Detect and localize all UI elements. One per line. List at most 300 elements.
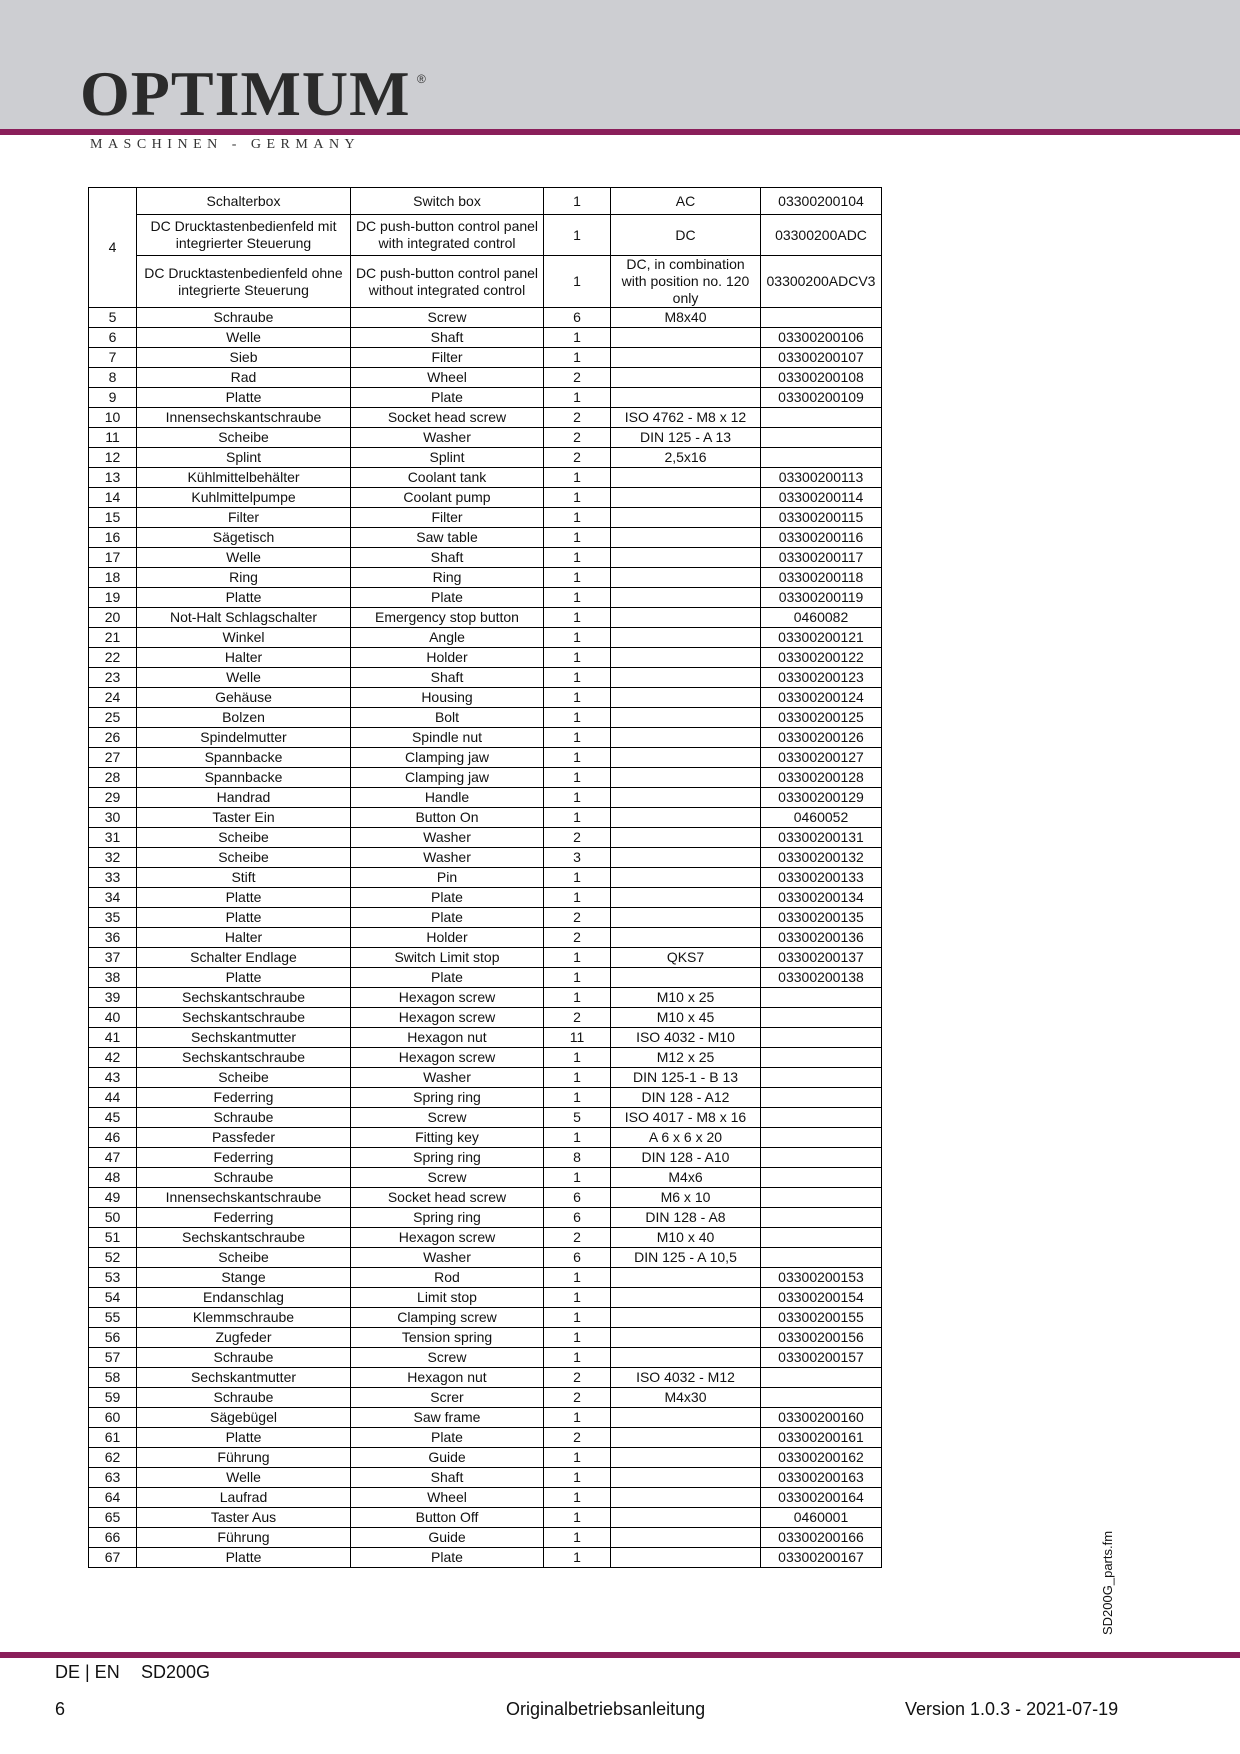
cell-name-en: Clamping screw	[351, 1308, 544, 1328]
cell-name-en: Plate	[351, 888, 544, 908]
table-row	[89, 468, 882, 488]
cell-size	[611, 848, 761, 868]
cell-name-de: Schalterbox	[137, 188, 351, 215]
cell-position: 29	[89, 788, 137, 808]
cell-item-no: 03300200109	[761, 388, 882, 408]
cell-quantity: 1	[544, 1308, 611, 1328]
cell-name-en: Saw frame	[351, 1408, 544, 1428]
cell-quantity: 1	[544, 748, 611, 768]
cell-item-no: 03300200118	[761, 568, 882, 588]
cell-size	[611, 668, 761, 688]
cell-name-de: Klemmschraube	[137, 1308, 351, 1328]
cell-name-de: Sechskantmutter	[137, 1368, 351, 1388]
cell-name-en: Filter	[351, 508, 544, 528]
cell-item-no	[761, 1028, 882, 1048]
cell-size	[611, 1508, 761, 1528]
cell-quantity: 2	[544, 428, 611, 448]
cell-position: 65	[89, 1508, 137, 1528]
cell-name-en: DC push-button control panel with integrated control	[351, 215, 544, 256]
footer-model: SD200G	[141, 1662, 211, 1682]
cell-name-de: Schraube	[137, 1108, 351, 1128]
cell-size: M10 x 25	[611, 988, 761, 1008]
cell-position: 32	[89, 848, 137, 868]
cell-name-de: Sechskantschraube	[137, 1048, 351, 1068]
cell-name-de: Kuhlmittelpumpe	[137, 488, 351, 508]
parts-table	[88, 187, 882, 1568]
cell-size	[611, 1308, 761, 1328]
cell-size: M10 x 40	[611, 1228, 761, 1248]
cell-item-no: 03300200138	[761, 968, 882, 988]
cell-size	[611, 388, 761, 408]
cell-name-de: Welle	[137, 1468, 351, 1488]
cell-size: 2,5x16	[611, 448, 761, 468]
cell-item-no: 03300200154	[761, 1288, 882, 1308]
table-row	[89, 928, 882, 948]
cell-name-de: Scheibe	[137, 1068, 351, 1088]
table-row	[89, 668, 882, 688]
cell-quantity: 1	[544, 1328, 611, 1348]
cell-position: 62	[89, 1448, 137, 1468]
cell-name-de: Scheibe	[137, 428, 351, 448]
table-row	[89, 1088, 882, 1108]
cell-item-no	[761, 1128, 882, 1148]
cell-size	[611, 688, 761, 708]
cell-item-no: 03300200121	[761, 628, 882, 648]
cell-size	[611, 788, 761, 808]
table-row	[89, 1308, 882, 1328]
cell-name-en: Hexagon screw	[351, 1048, 544, 1068]
cell-size: M4x30	[611, 1388, 761, 1408]
cell-item-no: 03300200114	[761, 488, 882, 508]
table-row	[89, 688, 882, 708]
cell-item-no	[761, 1208, 882, 1228]
cell-name-en: Bolt	[351, 708, 544, 728]
table-row	[89, 808, 882, 828]
cell-size: ISO 4032 - M10	[611, 1028, 761, 1048]
table-row	[89, 908, 882, 928]
cell-size	[611, 908, 761, 928]
cell-size	[611, 728, 761, 748]
cell-size: DIN 125-1 - B 13	[611, 1068, 761, 1088]
cell-position: 22	[89, 648, 137, 668]
cell-position: 16	[89, 528, 137, 548]
cell-position: 5	[89, 308, 137, 328]
cell-quantity: 2	[544, 1228, 611, 1248]
cell-item-no	[761, 1228, 882, 1248]
cell-name-en: Wheel	[351, 1488, 544, 1508]
table-row	[89, 188, 882, 215]
table-row	[89, 548, 882, 568]
cell-name-en: Coolant tank	[351, 468, 544, 488]
table-row	[89, 1368, 882, 1388]
cell-size	[611, 648, 761, 668]
cell-quantity: 1	[544, 328, 611, 348]
cell-name-de: Halter	[137, 928, 351, 948]
cell-quantity: 1	[544, 188, 611, 215]
cell-position: 60	[89, 1408, 137, 1428]
cell-item-no	[761, 1388, 882, 1408]
cell-item-no	[761, 308, 882, 328]
cell-name-de: Platte	[137, 588, 351, 608]
cell-position: 54	[89, 1288, 137, 1308]
cell-item-no: 03300200123	[761, 668, 882, 688]
cell-name-de: Filter	[137, 508, 351, 528]
cell-position: 57	[89, 1348, 137, 1368]
cell-quantity: 2	[544, 448, 611, 468]
cell-item-no	[761, 1148, 882, 1168]
cell-size: M8x40	[611, 308, 761, 328]
cell-item-no: 03300200124	[761, 688, 882, 708]
cell-name-de: Spindelmutter	[137, 728, 351, 748]
cell-item-no: 03300200104	[761, 188, 882, 215]
cell-quantity: 1	[544, 688, 611, 708]
table-row	[89, 328, 882, 348]
cell-quantity: 1	[544, 1348, 611, 1368]
cell-position: 27	[89, 748, 137, 768]
cell-position: 24	[89, 688, 137, 708]
footer-accent-line	[0, 1652, 1240, 1658]
cell-item-no	[761, 1008, 882, 1028]
cell-quantity: 1	[544, 1048, 611, 1068]
cell-item-no	[761, 408, 882, 428]
cell-item-no: 03300200134	[761, 888, 882, 908]
cell-quantity: 1	[544, 1088, 611, 1108]
cell-name-de: Taster Aus	[137, 1508, 351, 1528]
cell-position: 30	[89, 808, 137, 828]
cell-quantity: 6	[544, 1248, 611, 1268]
table-row	[89, 748, 882, 768]
table-row	[89, 968, 882, 988]
cell-name-de: Spannbacke	[137, 768, 351, 788]
registered-mark: ®	[417, 72, 426, 86]
cell-position: 63	[89, 1468, 137, 1488]
cell-name-de: DC Drucktastenbedienfeld mit integrierter Steuerung	[137, 215, 351, 256]
table-row	[89, 1068, 882, 1088]
cell-name-en: Holder	[351, 648, 544, 668]
footer-page-number: 6	[55, 1699, 66, 1719]
table-row	[89, 408, 882, 428]
cell-name-en: Pin	[351, 868, 544, 888]
cell-position: 40	[89, 1008, 137, 1028]
cell-quantity: 1	[544, 1468, 611, 1488]
cell-item-no: 0460082	[761, 608, 882, 628]
cell-size	[611, 1468, 761, 1488]
table-row	[89, 948, 882, 968]
table-row	[89, 568, 882, 588]
cell-size	[611, 528, 761, 548]
cell-quantity: 1	[544, 808, 611, 828]
cell-item-no: 03300200137	[761, 948, 882, 968]
cell-size	[611, 588, 761, 608]
cell-quantity: 2	[544, 1008, 611, 1028]
cell-quantity: 1	[544, 948, 611, 968]
cell-position: 47	[89, 1148, 137, 1168]
cell-quantity: 1	[544, 708, 611, 728]
cell-name-en: Plate	[351, 588, 544, 608]
cell-name-de: Innensechskantschraube	[137, 1188, 351, 1208]
cell-name-en: Plate	[351, 908, 544, 928]
cell-name-en: Fitting key	[351, 1128, 544, 1148]
cell-quantity: 1	[544, 988, 611, 1008]
table-row	[89, 1028, 882, 1048]
cell-item-no	[761, 1188, 882, 1208]
cell-position: 33	[89, 868, 137, 888]
cell-name-de: Welle	[137, 668, 351, 688]
cell-size: A 6 x 6 x 20	[611, 1128, 761, 1148]
cell-name-en: Plate	[351, 1428, 544, 1448]
cell-name-en: Screw	[351, 1348, 544, 1368]
table-row	[89, 1168, 882, 1188]
cell-name-en: Wheel	[351, 368, 544, 388]
cell-size	[611, 1348, 761, 1368]
table-row	[89, 488, 882, 508]
cell-item-no: 03300200ADC	[761, 215, 882, 256]
cell-size: DC	[611, 215, 761, 256]
cell-item-no: 03300200162	[761, 1448, 882, 1468]
cell-size	[611, 568, 761, 588]
cell-position: 13	[89, 468, 137, 488]
cell-item-no: 03300200131	[761, 828, 882, 848]
cell-size	[611, 1408, 761, 1428]
cell-name-de: Taster Ein	[137, 808, 351, 828]
cell-item-no: 03300200113	[761, 468, 882, 488]
cell-quantity: 1	[544, 1268, 611, 1288]
cell-position: 50	[89, 1208, 137, 1228]
cell-name-de: Splint	[137, 448, 351, 468]
table-row	[89, 588, 882, 608]
table-row	[89, 1468, 882, 1488]
cell-quantity: 3	[544, 848, 611, 868]
cell-position: 55	[89, 1308, 137, 1328]
cell-quantity: 1	[544, 1168, 611, 1188]
cell-quantity: 6	[544, 1188, 611, 1208]
cell-quantity: 1	[544, 348, 611, 368]
table-row	[89, 828, 882, 848]
cell-quantity: 1	[544, 1068, 611, 1088]
cell-position: 59	[89, 1388, 137, 1408]
cell-name-de: Sechskantschraube	[137, 1228, 351, 1248]
cell-name-en: Filter	[351, 348, 544, 368]
cell-position: 14	[89, 488, 137, 508]
cell-item-no	[761, 1068, 882, 1088]
cell-name-en: Screr	[351, 1388, 544, 1408]
table-row	[89, 1048, 882, 1068]
cell-name-en: Screw	[351, 308, 544, 328]
cell-name-de: DC Drucktastenbedienfeld ohne integrierte Steuerung	[137, 256, 351, 308]
cell-position: 52	[89, 1248, 137, 1268]
cell-position: 58	[89, 1368, 137, 1388]
cell-name-en: Shaft	[351, 668, 544, 688]
cell-item-no: 03300200136	[761, 928, 882, 948]
cell-name-de: Platte	[137, 908, 351, 928]
cell-name-en: Plate	[351, 388, 544, 408]
cell-quantity: 1	[544, 488, 611, 508]
cell-size: M12 x 25	[611, 1048, 761, 1068]
cell-quantity: 1	[544, 1548, 611, 1568]
table-row	[89, 1268, 882, 1288]
cell-name-de: Gehäuse	[137, 688, 351, 708]
table-row	[89, 1208, 882, 1228]
cell-size	[611, 468, 761, 488]
table-row	[89, 1188, 882, 1208]
cell-quantity: 1	[544, 388, 611, 408]
cell-size	[611, 348, 761, 368]
cell-position: 17	[89, 548, 137, 568]
cell-quantity: 2	[544, 408, 611, 428]
cell-size	[611, 368, 761, 388]
table-row	[89, 888, 882, 908]
cell-item-no: 0460001	[761, 1508, 882, 1528]
cell-name-de: Winkel	[137, 628, 351, 648]
cell-position: 38	[89, 968, 137, 988]
cell-name-en: Angle	[351, 628, 544, 648]
table-row	[89, 1248, 882, 1268]
cell-item-no: 03300200167	[761, 1548, 882, 1568]
cell-size	[611, 928, 761, 948]
cell-size	[611, 628, 761, 648]
cell-position: 44	[89, 1088, 137, 1108]
cell-quantity: 2	[544, 908, 611, 928]
cell-position: 37	[89, 948, 137, 968]
table-row	[89, 768, 882, 788]
cell-quantity: 1	[544, 648, 611, 668]
cell-item-no: 03300200161	[761, 1428, 882, 1448]
cell-item-no: 03300200125	[761, 708, 882, 728]
cell-name-en: Button On	[351, 808, 544, 828]
cell-quantity: 5	[544, 1108, 611, 1128]
cell-name-en: Plate	[351, 1548, 544, 1568]
cell-name-en: Washer	[351, 1068, 544, 1088]
cell-position: 48	[89, 1168, 137, 1188]
cell-item-no: 03300200119	[761, 588, 882, 608]
table-row	[89, 256, 882, 308]
table-row	[89, 868, 882, 888]
cell-name-de: Handrad	[137, 788, 351, 808]
cell-name-en: Emergency stop button	[351, 608, 544, 628]
cell-size	[611, 508, 761, 528]
cell-name-de: Sägebügel	[137, 1408, 351, 1428]
cell-name-de: Laufrad	[137, 1488, 351, 1508]
cell-position: 41	[89, 1028, 137, 1048]
cell-size: QKS7	[611, 948, 761, 968]
cell-name-de: Platte	[137, 1428, 351, 1448]
cell-size: DIN 128 - A8	[611, 1208, 761, 1228]
cell-name-en: Saw table	[351, 528, 544, 548]
cell-item-no: 03300200108	[761, 368, 882, 388]
table-row	[89, 308, 882, 328]
cell-size: DIN 128 - A10	[611, 1148, 761, 1168]
cell-item-no: 03300200163	[761, 1468, 882, 1488]
cell-quantity: 1	[544, 968, 611, 988]
cell-name-en: Hexagon nut	[351, 1368, 544, 1388]
cell-position: 56	[89, 1328, 137, 1348]
cell-name-en: Shaft	[351, 548, 544, 568]
cell-item-no	[761, 988, 882, 1008]
cell-name-en: Spindle nut	[351, 728, 544, 748]
cell-position: 11	[89, 428, 137, 448]
cell-name-de: Platte	[137, 888, 351, 908]
table-row	[89, 428, 882, 448]
table-row	[89, 1328, 882, 1348]
cell-item-no	[761, 1248, 882, 1268]
table-row	[89, 1448, 882, 1468]
cell-position: 9	[89, 388, 137, 408]
cell-name-en: Screw	[351, 1168, 544, 1188]
cell-name-de: Rad	[137, 368, 351, 388]
cell-name-de: Sechskantmutter	[137, 1028, 351, 1048]
cell-position: 28	[89, 768, 137, 788]
cell-name-de: Stift	[137, 868, 351, 888]
cell-name-de: Schraube	[137, 308, 351, 328]
cell-size	[611, 1448, 761, 1468]
cell-name-en: Rod	[351, 1268, 544, 1288]
cell-position: 45	[89, 1108, 137, 1128]
table-row	[89, 1008, 882, 1028]
cell-position: 19	[89, 588, 137, 608]
cell-name-de: Federring	[137, 1208, 351, 1228]
cell-size: DIN 128 - A12	[611, 1088, 761, 1108]
cell-name-en: Holder	[351, 928, 544, 948]
table-row	[89, 1528, 882, 1548]
cell-size	[611, 328, 761, 348]
cell-position: 61	[89, 1428, 137, 1448]
cell-name-en: Handle	[351, 788, 544, 808]
cell-position: 35	[89, 908, 137, 928]
cell-name-de: Halter	[137, 648, 351, 668]
cell-quantity: 1	[544, 788, 611, 808]
cell-quantity: 1	[544, 628, 611, 648]
cell-item-no: 03300200135	[761, 908, 882, 928]
cell-name-en: Screw	[351, 1108, 544, 1128]
cell-size	[611, 748, 761, 768]
cell-name-en: Tension spring	[351, 1328, 544, 1348]
cell-item-no	[761, 1108, 882, 1128]
cell-quantity: 1	[544, 1488, 611, 1508]
cell-size	[611, 1528, 761, 1548]
cell-name-de: Welle	[137, 548, 351, 568]
table-row	[89, 1228, 882, 1248]
cell-item-no: 03300200133	[761, 868, 882, 888]
cell-quantity: 2	[544, 368, 611, 388]
cell-position: 51	[89, 1228, 137, 1248]
table-row	[89, 1148, 882, 1168]
cell-size: DIN 125 - A 10,5	[611, 1248, 761, 1268]
cell-name-de: Platte	[137, 968, 351, 988]
cell-name-de: Sechskantschraube	[137, 988, 351, 1008]
table-row	[89, 1128, 882, 1148]
cell-item-no: 03300200126	[761, 728, 882, 748]
cell-quantity: 1	[544, 1128, 611, 1148]
cell-quantity: 11	[544, 1028, 611, 1048]
table-row	[89, 215, 882, 256]
cell-name-de: Führung	[137, 1528, 351, 1548]
cell-position: 7	[89, 348, 137, 368]
cell-item-no	[761, 448, 882, 468]
table-row	[89, 448, 882, 468]
cell-name-en: Hexagon nut	[351, 1028, 544, 1048]
cell-name-en: Coolant pump	[351, 488, 544, 508]
table-row	[89, 1488, 882, 1508]
cell-quantity: 2	[544, 928, 611, 948]
table-row	[89, 1428, 882, 1448]
cell-item-no: 03300200117	[761, 548, 882, 568]
cell-position: 6	[89, 328, 137, 348]
cell-size	[611, 548, 761, 568]
cell-position: 43	[89, 1068, 137, 1088]
cell-item-no: 03300200156	[761, 1328, 882, 1348]
cell-name-de: Bolzen	[137, 708, 351, 728]
cell-size	[611, 1328, 761, 1348]
